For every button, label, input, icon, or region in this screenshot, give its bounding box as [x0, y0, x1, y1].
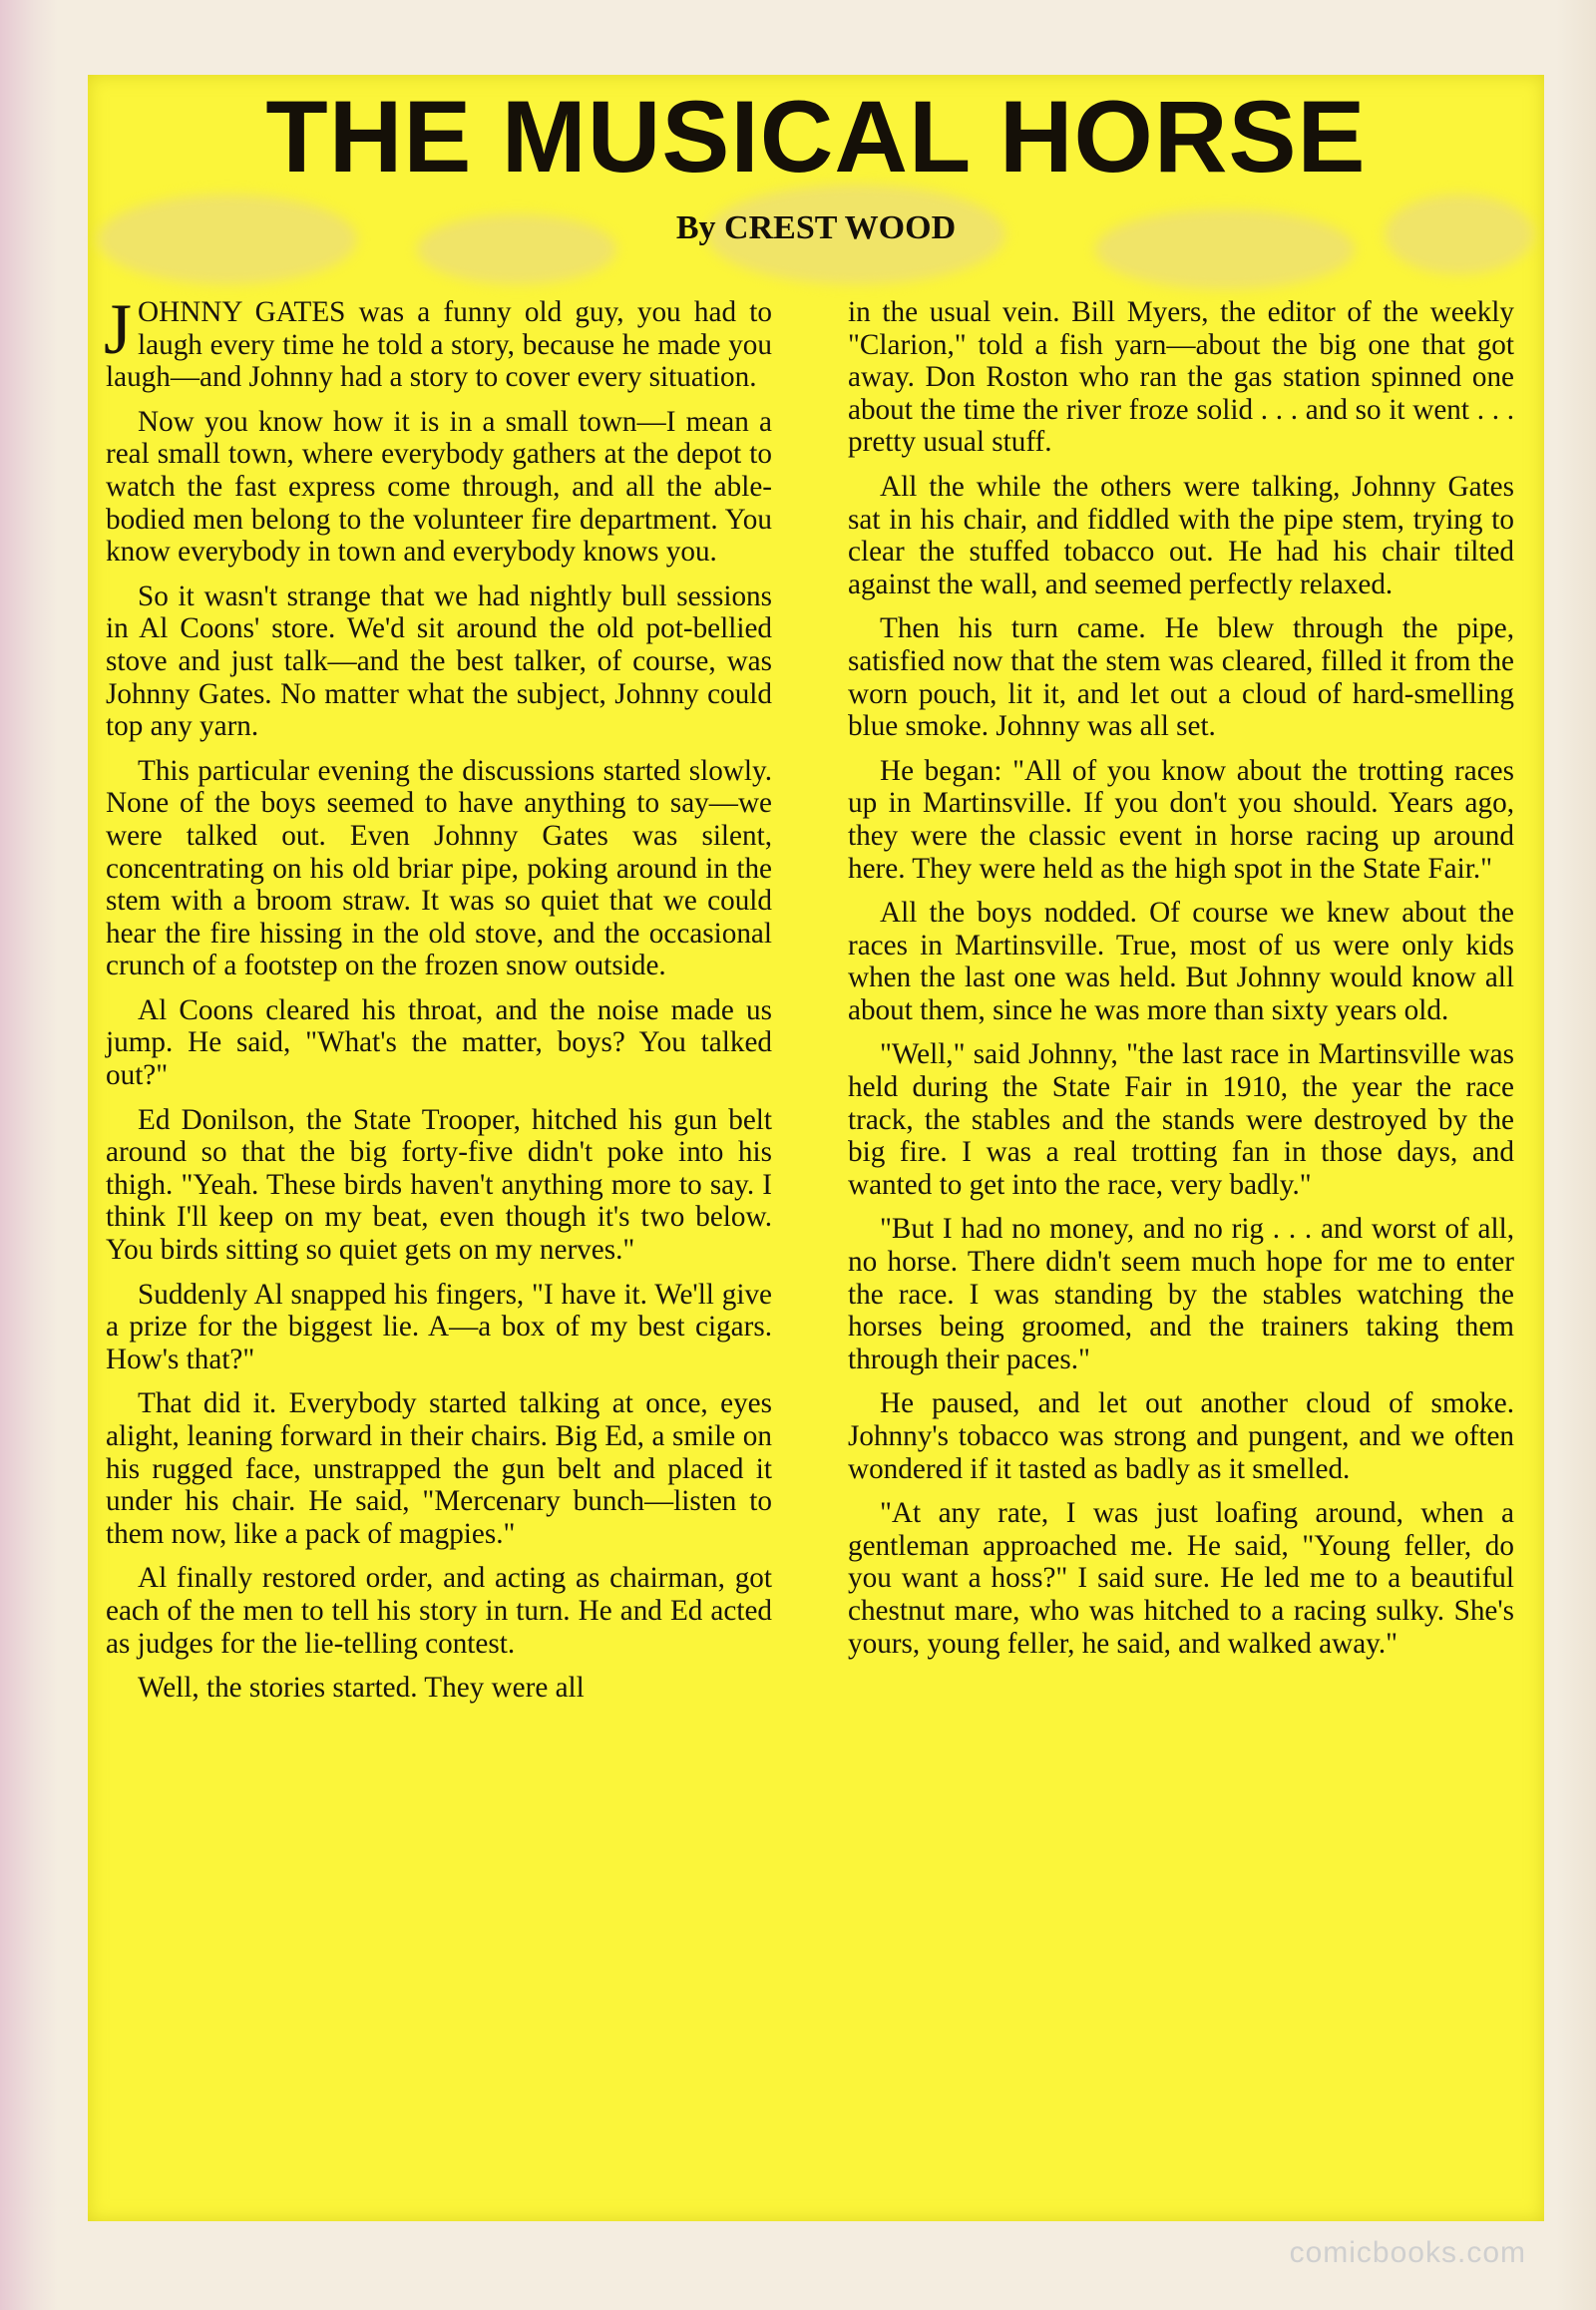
story-title: THE MUSICAL HORSE	[265, 80, 1367, 193]
site-watermark: comicbooks.com	[1289, 2236, 1526, 2269]
story-paragraph: All the boys nodded. Of course we knew about the races in Martinsville. True, most of us were only kids when the last one was held. But Johnny would know all about them, since he was more than sixty years old.	[848, 897, 1514, 1026]
story-paragraph: This particular evening the discussions started slowly. None of the boys seemed to have anything to say—we were talked out. Even Johnny Gates was silent, concentrating on his old briar pipe, poking around in the stem with a broom straw. It was so quiet that we could hear the fire hissing in the old stove, and the occasional crunch of a footstep on the frozen snow outside.	[106, 754, 772, 982]
story-paragraph: Then his turn came. He blew through the pipe, satisfied now that the stem was cleared, filled it from the worn pouch, lit it, and let out a cloud of hard-smelling blue smoke. Johnny was all set.	[848, 612, 1514, 743]
drop-cap: J	[104, 289, 133, 369]
story-paragraph-text: OHNNY GATES was a funny old guy, you had to laugh every time he told a story, because he made you laugh—and Johnny had a story to cover every situation.	[106, 296, 772, 394]
story-paragraph: He began: "All of you know about the trotting races up in Martinsville. If you don't you should. Years ago, they were the classic event in horse racing up around here. They were held as the high spot in the State Fair."	[848, 754, 1514, 885]
story-paragraph: Al Coons cleared his throat, and the noise made us jump. He said, "What's the matter, boys? You talked out?"	[106, 993, 772, 1092]
story-paragraph: "Well," said Johnny, "the last race in Martinsville was held during the State Fair in 1910, the year the race track, the stables and the stands were destroyed by the big fire. I was a real trotting fan in those days, and wanted to get into the race, very badly."	[848, 1038, 1514, 1201]
story-panel	[88, 75, 1544, 2221]
page-binding-edge	[0, 0, 58, 2310]
page-right-edge	[1556, 0, 1596, 2310]
story-paragraph: So it wasn't strange that we had nightly bull sessions in Al Coons' store. We'd sit around the old pot-bellied stove and just talk—and the best talker, of course, was Johnny Gates. No matter what the subject, Johnny could top any yarn.	[106, 579, 772, 743]
story-paragraph: That did it. Everybody started talking at once, eyes alight, leaning forward in their chairs. Big Ed, a smile on his rugged face, unstrapped the gun belt and placed it under his chair. He said, "Mercenary bunch—listen to them now, like a pack of magpies."	[106, 1387, 772, 1550]
story-paragraph: Al finally restored order, and acting as chairman, got each of the men to tell his story in turn. He and Ed acted as judges for the lie-telling contest.	[106, 1562, 772, 1660]
story-column-left	[104, 289, 772, 1717]
story-paragraph: All the while the others were talking, Johnny Gates sat in his chair, and fiddled with the pipe stem, trying to clear the stuffed tobacco out. He had his chair tilted against the wall, and seemed perfectly relaxed.	[848, 470, 1514, 600]
story-paragraph	[104, 289, 772, 394]
story-column-right	[848, 296, 1514, 1672]
story-paragraph: Well, the stories started. They were all	[138, 1672, 585, 1705]
story-paragraph: in the usual vein. Bill Myers, the editor of the weekly "Clarion," told a fish yarn—about the big one that got away. Don Roston who ran the gas station spinned one about the time the river froze solid . . . and so it went . . . pretty usual stuff.	[848, 296, 1514, 459]
story-paragraph: Now you know how it is in a small town—I mean a real small town, where everybody gathers at the depot to watch the fast express come through, and all the able-bodied men belong to the volunteer fire department. You know everybody in town and everybody knows you.	[106, 405, 772, 569]
story-paragraph: Ed Donilson, the State Trooper, hitched his gun belt around so that the big forty-five didn't poke into his thigh. "Yeah. These birds haven't anything more to say. I think I'll keep on my beat, even though it's two below. You birds sitting so quiet gets on my nerves."	[106, 1103, 772, 1267]
story-paragraph: "But I had no money, and no rig . . . and worst of all, no horse. There didn't seem much hope for me to enter the race. I was standing by the stables watching the horses being groomed, and the trainers taking them through their paces."	[848, 1213, 1514, 1375]
story-byline: By CREST WOOD	[675, 209, 957, 246]
story-paragraph: "At any rate, I was just loafing around, when a gentleman approached me. He said, "Young feller, do you want a hoss?" I said sure. He led me to a beautiful chestnut mare, who was hitched to a racing sulky. She's yours, young feller, he said, and walked away."	[848, 1497, 1514, 1660]
story-paragraph: Suddenly Al snapped his fingers, "I have it. We'll give a prize for the biggest lie. A—a box of my best cigars. How's that?"	[106, 1278, 772, 1375]
story-paragraph: He paused, and let out another cloud of smoke. Johnny's tobacco was strong and pungent, and we often wondered if it tasted as badly as it smelled.	[848, 1387, 1514, 1485]
